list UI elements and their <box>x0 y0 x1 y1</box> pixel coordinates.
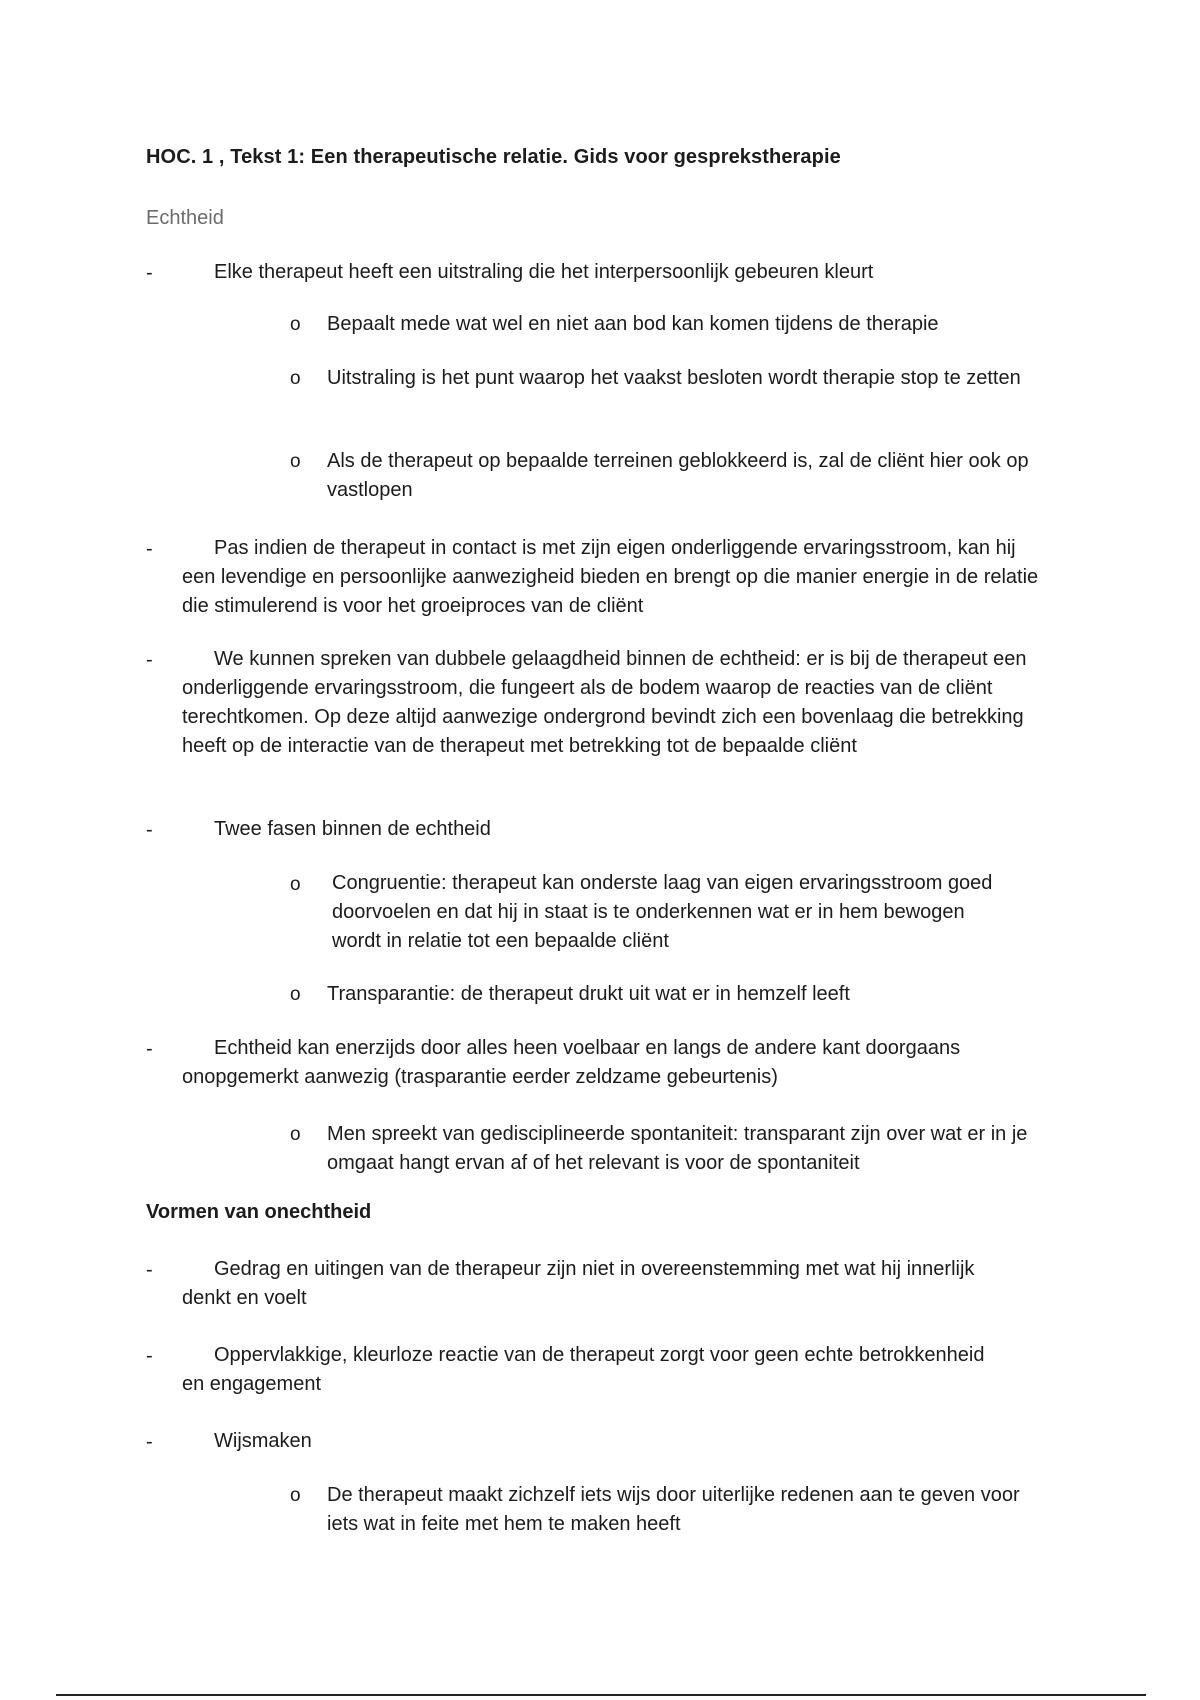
sub-list-item: De therapeut maakt zichzelf iets wijs door uiterlijke redenen aan te geven voor iets wat in feite met hem te maken heeft <box>327 1484 1020 1535</box>
sub-bullet: o <box>290 314 301 335</box>
list-dash: - <box>146 1431 153 1453</box>
sub-list-item: Uitstraling is het punt waarop het vaakst besloten wordt therapie stop te zetten <box>327 367 1021 389</box>
sub-bullet: o <box>290 1124 301 1145</box>
page-divider <box>56 1694 1146 1696</box>
list-item: Pas indien de therapeut in contact is met zijn eigen onderliggende ervaringsstroom, kan hij een levendige en persoonlijke aanwezigheid bieden en brengt op die manier energie in de relatie die stimulerend is voor het groeiproces van de cliënt <box>182 537 1039 617</box>
sub-list-item: Transparantie: de therapeut drukt uit wat er in hemzelf leeft <box>327 983 850 1005</box>
list-item: Echtheid kan enerzijds door alles heen voelbaar en langs de andere kant doorgaans onopgemerkt aanwezig (trasparantie eerder zeldzame gebeurtenis) <box>182 1037 961 1088</box>
list-dash: - <box>146 538 153 560</box>
list-item: Oppervlakkige, kleurloze reactie van de therapeut zorgt voor geen echte betrokkenheid en engagement <box>182 1344 985 1395</box>
sub-list-item: Men spreekt van gedisciplineerde spontaniteit: transparant zijn over wat er in je omgaat hangt ervan af of het relevant is voor de spontaniteit <box>327 1123 1028 1174</box>
sub-bullet: o <box>290 368 301 389</box>
sub-list-item: Als de therapeut op bepaalde terreinen geblokkeerd is, zal de cliënt hier ook op vastlopen <box>327 450 1029 501</box>
document-title: HOC. 1 , Tekst 1: Een therapeutische relatie. Gids voor gesprekstherapie <box>146 146 841 168</box>
sub-bullet: o <box>290 1485 301 1506</box>
list-dash: - <box>146 819 153 841</box>
list-dash: - <box>146 1259 153 1281</box>
list-item: Elke therapeut heeft een uitstraling die het interpersoonlijk gebeuren kleurt <box>214 261 874 283</box>
sub-bullet: o <box>290 984 301 1005</box>
sub-list-item: Bepaalt mede wat wel en niet aan bod kan komen tijdens de therapie <box>327 313 939 335</box>
list-dash: - <box>146 1345 153 1367</box>
list-item: Twee fasen binnen de echtheid <box>214 818 491 840</box>
list-dash: - <box>146 262 153 284</box>
section-heading-onechtheid: Vormen van onechtheid <box>146 1201 372 1223</box>
list-item: We kunnen spreken van dubbele gelaagdheid binnen de echtheid: er is bij de therapeut een onderliggende ervaringsstroom, die fungeert als de bodem waarop de reacties van de cliënt terechtkomen. Op deze altijd aanwezige ondergrond bevindt zich een bovenlaag die betrekking heeft op de interactie van de therapeut met betrekking tot de bepaalde cliënt <box>182 648 1027 757</box>
sub-list-item: Congruentie: therapeut kan onderste laag van eigen ervaringsstroom goed doorvoelen en dat hij in staat is te onderkennen wat er in hem bewogen wordt in relatie tot een bepaalde cliënt <box>332 872 993 952</box>
section-heading-echtheid: Echtheid <box>146 207 224 229</box>
list-item: Wijsmaken <box>214 1430 312 1452</box>
sub-bullet: o <box>290 874 301 895</box>
list-dash: - <box>146 1038 153 1060</box>
sub-bullet: o <box>290 451 301 472</box>
list-item: Gedrag en uitingen van de therapeur zijn niet in overeenstemming met wat hij innerlijk denkt en voelt <box>182 1258 975 1309</box>
list-dash: - <box>146 649 153 671</box>
